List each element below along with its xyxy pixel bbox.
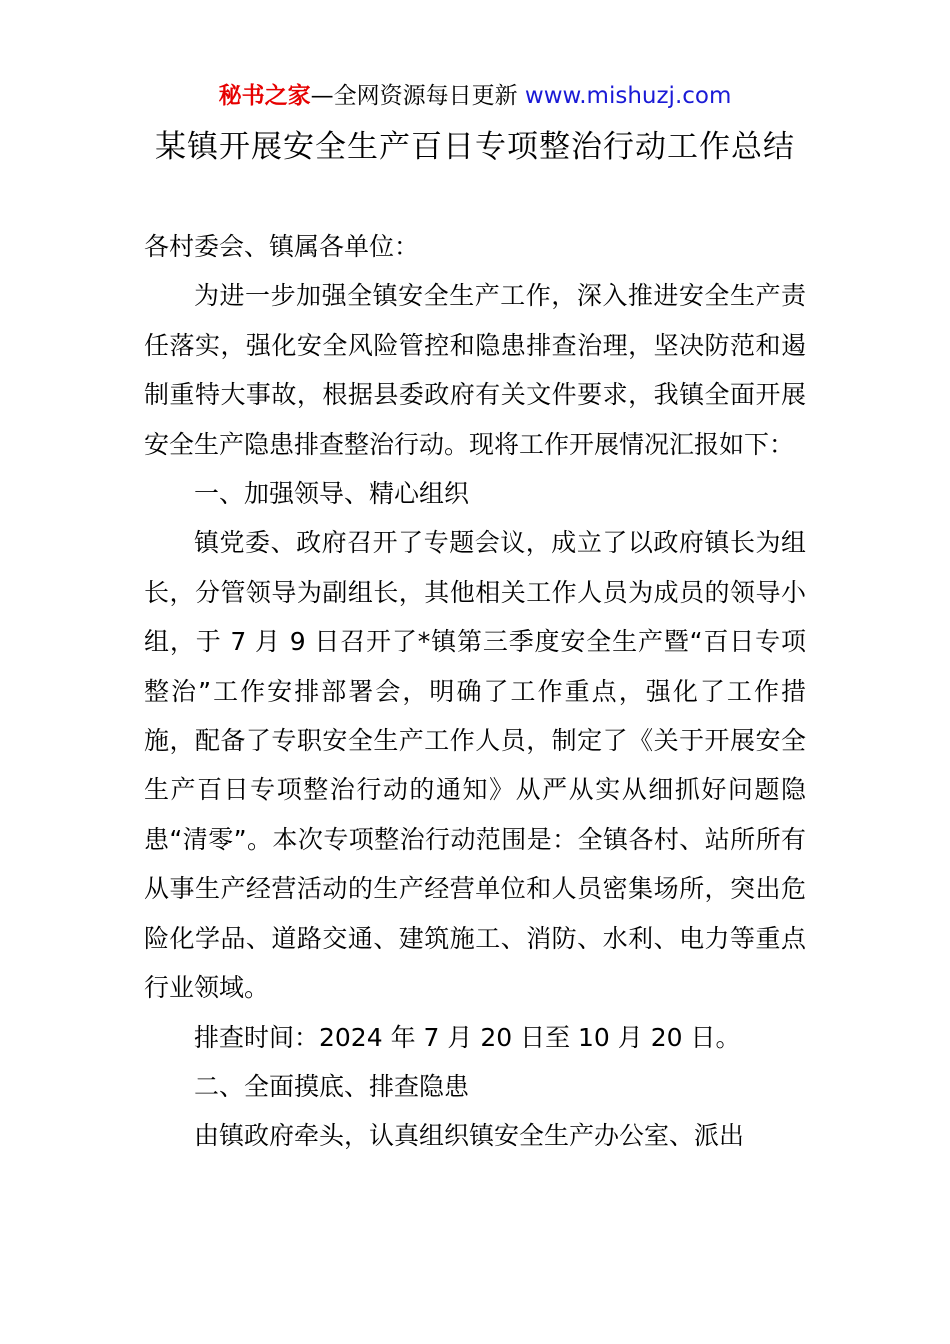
document-body bbox=[144, 222, 806, 1161]
paragraph-section-1: 镇党委、政府召开了专题会议，成立了以政府镇长为组长，分管领导为副组长，其他相关工作人员为成员的领导小组，于 7 月 9 日召开了*镇第三季度安全生产暨“百日专项整治”工作安排部署会，明确了工作重点，强化了工作措施，配备了专职安全生产工作人员，制定了《关于开展安全生产百日专项整治行动的通知》从严从实从细抓好问题隐患“清零”。本次专项整治行动范围是：全镇各村、站所所有从事生产经营活动的生产经营单位和人员密集场所，突出危险化学品、道路交通、建筑施工、消防、水利、电力等重点行业领域。 bbox=[144, 528, 806, 1003]
salutation: 各村委会、镇属各单位： bbox=[144, 232, 420, 261]
site-header bbox=[0, 80, 950, 112]
paragraph-intro: 为进一步加强全镇安全生产工作，深入推进安全生产责任落实，强化安全风险管控和隐患排查治理，坚决防范和遏制重特大事故，根据县委政府有关文件要求，我镇全面开展安全生产隐患排查整治行动。现将工作开展情况汇报如下： bbox=[144, 281, 806, 459]
paragraph-section-2: 由镇政府牵头，认真组织镇安全生产办公室、派出 bbox=[194, 1121, 745, 1151]
site-name: 秘书之家 bbox=[218, 83, 311, 109]
section-heading-2: 二、全面摸底、排查隐患 bbox=[194, 1071, 470, 1101]
document-title: 某镇开展安全生产百日专项整治行动工作总结 bbox=[155, 129, 795, 165]
section-heading-1: 一、加强领导、精心组织 bbox=[194, 479, 470, 509]
site-url-link[interactable]: www.mishuzj.com bbox=[524, 83, 732, 109]
site-tagline: —全网资源每日更新 bbox=[310, 83, 525, 109]
paragraph-schedule: 排查时间：2024 年 7 月 20 日至 10 月 20 日。 bbox=[194, 1022, 741, 1052]
